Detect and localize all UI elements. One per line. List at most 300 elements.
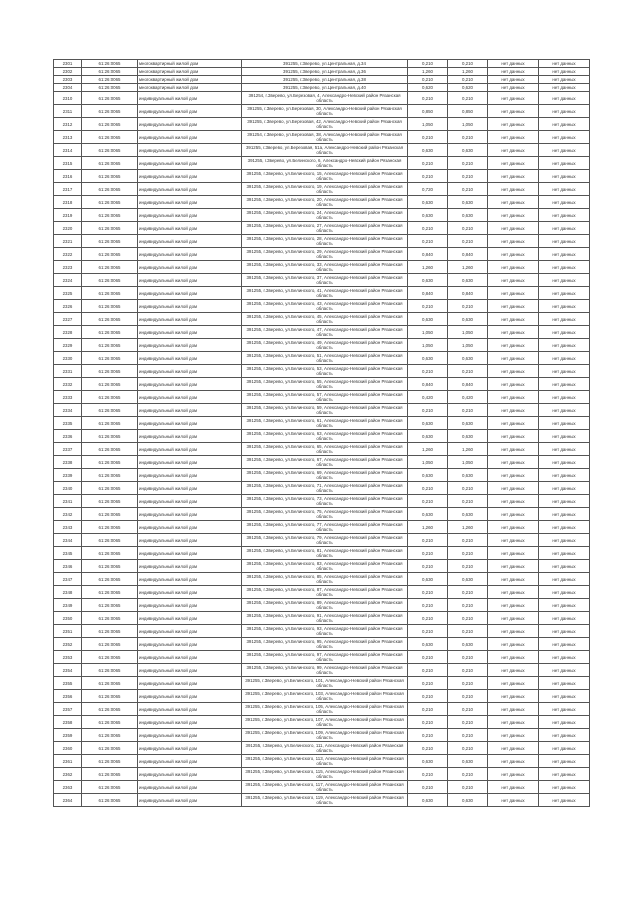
cell-number: 2352 <box>54 638 82 651</box>
table-row <box>54 209 590 222</box>
cell-cadastral: 61:26:0065 <box>82 76 138 84</box>
cell-status-1: нет данных <box>488 417 539 430</box>
cell-value-2: 0,210 <box>448 222 488 235</box>
cell-address: 391255, г.Зверево, ул.Белинского, 99, Александро-Невский район Рязанская область <box>242 664 408 677</box>
cell-status-1: нет данных <box>488 560 539 573</box>
cell-value-2: 0,210 <box>448 92 488 105</box>
table-row <box>54 599 590 612</box>
cell-address: 391255, г.Зверево, ул.Белинского, 28, Александро-Невский район Рязанская область <box>242 235 408 248</box>
cell-cadastral: 61:26:0065 <box>82 443 138 456</box>
cell-value-1: 0,630 <box>408 573 448 586</box>
cell-value-2: 0,630 <box>448 573 488 586</box>
cell-address: 391255, г.Зверево, ул.Белинского, 45, Александро-Невский район Рязанская область <box>242 313 408 326</box>
table-row <box>54 84 590 92</box>
cell-cadastral: 61:26:0065 <box>82 378 138 391</box>
cell-cadastral: 61:26:0065 <box>82 716 138 729</box>
cell-cadastral: 61:26:0065 <box>82 274 138 287</box>
cell-address: 391255, г.Зверево, ул.Белинского, 33, Александро-Невский район Рязанская область <box>242 261 408 274</box>
cell-status-2: нет данных <box>539 105 590 118</box>
cell-value-1: 0,630 <box>408 144 448 157</box>
cell-object-type: индивидуальный жилой дом <box>138 365 242 378</box>
cell-value-1: 0,210 <box>408 703 448 716</box>
cell-status-2: нет данных <box>539 703 590 716</box>
cell-cadastral: 61:26:0065 <box>82 105 138 118</box>
cell-number: 2322 <box>54 248 82 261</box>
table-row <box>54 625 590 638</box>
cell-status-2: нет данных <box>539 794 590 807</box>
cell-address: 391255, г.Зверево, ул.Центральная, д.36 <box>242 68 408 76</box>
cell-number: 2311 <box>54 105 82 118</box>
cell-value-1: 1,260 <box>408 261 448 274</box>
cell-value-2: 0,210 <box>448 612 488 625</box>
cell-status-2: нет данных <box>539 781 590 794</box>
cell-value-1: 0,210 <box>408 157 448 170</box>
cell-object-type: индивидуальный жилой дом <box>138 118 242 131</box>
cell-value-2: 0,210 <box>448 703 488 716</box>
cell-object-type: индивидуальный жилой дом <box>138 339 242 352</box>
cell-value-1: 0,630 <box>408 794 448 807</box>
cell-value-2: 0,630 <box>448 144 488 157</box>
cell-cadastral: 61:26:0065 <box>82 196 138 209</box>
cell-status-1: нет данных <box>488 495 539 508</box>
table-row <box>54 261 590 274</box>
cell-number: 2310 <box>54 92 82 105</box>
cell-value-1: 1,050 <box>408 326 448 339</box>
table-row <box>54 300 590 313</box>
cell-object-type: индивидуальный жилой дом <box>138 625 242 638</box>
cell-status-2: нет данных <box>539 716 590 729</box>
cell-number: 2316 <box>54 170 82 183</box>
cell-value-1: 0,840 <box>408 248 448 261</box>
cell-value-1: 0,630 <box>408 274 448 287</box>
cell-object-type: индивидуальный жилой дом <box>138 495 242 508</box>
cell-status-2: нет данных <box>539 170 590 183</box>
table-row <box>54 287 590 300</box>
cell-cadastral: 61:26:0065 <box>82 547 138 560</box>
table-row <box>54 196 590 209</box>
cell-status-1: нет данных <box>488 157 539 170</box>
table-row <box>54 430 590 443</box>
data-table <box>53 59 590 807</box>
cell-status-2: нет данных <box>539 430 590 443</box>
cell-number: 2303 <box>54 76 82 84</box>
cell-address: 391254, г.Зверево, ул.Березовая, 38, Александро-Невский район Рязанская область <box>242 131 408 144</box>
cell-value-1: 1,050 <box>408 339 448 352</box>
cell-value-1: 0,630 <box>408 352 448 365</box>
cell-cadastral: 61:26:0065 <box>82 768 138 781</box>
cell-object-type: индивидуальный жилой дом <box>138 261 242 274</box>
cell-number: 2362 <box>54 768 82 781</box>
cell-cadastral: 61:26:0065 <box>82 417 138 430</box>
cell-status-1: нет данных <box>488 534 539 547</box>
cell-number: 2344 <box>54 534 82 547</box>
table-row <box>54 781 590 794</box>
cell-status-2: нет данных <box>539 326 590 339</box>
cell-value-2: 0,210 <box>448 677 488 690</box>
cell-address: 391255, г.Зверево, ул.Березовая, 51а, Александро-Невский район Рязанская область <box>242 144 408 157</box>
cell-object-type: индивидуальный жилой дом <box>138 677 242 690</box>
cell-value-2: 0,210 <box>448 404 488 417</box>
cell-object-type: индивидуальный жилой дом <box>138 105 242 118</box>
cell-status-2: нет данных <box>539 534 590 547</box>
cell-value-2: 0,210 <box>448 599 488 612</box>
cell-value-1: 1,260 <box>408 443 448 456</box>
cell-value-1: 0,210 <box>408 625 448 638</box>
cell-number: 2334 <box>54 404 82 417</box>
cell-address: 391255, г.Зверево, ул.Белинского, 65, Александро-Невский район Рязанская область <box>242 443 408 456</box>
cell-value-1: 0,210 <box>408 651 448 664</box>
cell-value-2: 0,210 <box>448 170 488 183</box>
cell-address: 391255, г.Зверево, ул.Белинского, 75, Александро-Невский район Рязанская область <box>242 508 408 521</box>
cell-cadastral: 61:26:0065 <box>82 430 138 443</box>
cell-number: 2337 <box>54 443 82 456</box>
cell-address: 391255, г.Зверево, ул.Белинского, 83, Александро-Невский район Рязанская область <box>242 560 408 573</box>
cell-value-1: 0,420 <box>408 391 448 404</box>
cell-address: 391255, г.Зверево, ул.Белинского, 105, Александро-Невский район Рязанская область <box>242 703 408 716</box>
cell-object-type: индивидуальный жилой дом <box>138 612 242 625</box>
table-row <box>54 248 590 261</box>
cell-address: 391255, г.Зверево, ул.Белинского, 85, Александро-Невский район Рязанская область <box>242 573 408 586</box>
cell-status-1: нет данных <box>488 339 539 352</box>
cell-number: 2333 <box>54 391 82 404</box>
cell-value-2: 0,210 <box>448 716 488 729</box>
cell-address: 391255, г.Зверево, ул.Белинского, 87, Александро-Невский район Рязанская область <box>242 586 408 599</box>
table-row <box>54 521 590 534</box>
cell-value-2: 0,630 <box>448 313 488 326</box>
cell-status-1: нет данных <box>488 690 539 703</box>
cell-status-1: нет данных <box>488 300 539 313</box>
cell-number: 2319 <box>54 209 82 222</box>
cell-object-type: индивидуальный жилой дом <box>138 404 242 417</box>
cell-status-2: нет данных <box>539 60 590 68</box>
cell-cadastral: 61:26:0065 <box>82 599 138 612</box>
cell-number: 2304 <box>54 84 82 92</box>
cell-value-1: 0,210 <box>408 612 448 625</box>
table-row <box>54 755 590 768</box>
cell-value-1: 0,210 <box>408 560 448 573</box>
table-row <box>54 742 590 755</box>
cell-value-1: 0,210 <box>408 729 448 742</box>
cell-address: 391255, г.Зверево, ул.Белинского, 117, Александро-Невский район Рязанская область <box>242 781 408 794</box>
cell-number: 2331 <box>54 365 82 378</box>
cell-address: 391255, г.Зверево, ул.Белинского, 109, Александро-Невский район Рязанская область <box>242 729 408 742</box>
cell-cadastral: 61:26:0065 <box>82 248 138 261</box>
cell-status-2: нет данных <box>539 417 590 430</box>
cell-value-1: 0,210 <box>408 235 448 248</box>
cell-object-type: индивидуальный жилой дом <box>138 534 242 547</box>
cell-object-type: индивидуальный жилой дом <box>138 703 242 716</box>
cell-value-2: 0,210 <box>448 76 488 84</box>
cell-value-2: 1,260 <box>448 261 488 274</box>
cell-value-2: 0,630 <box>448 794 488 807</box>
cell-address: 391255, г.Зверево, ул.Центральная, д.34 <box>242 60 408 68</box>
cell-address: 391255, г.Зверево, ул.Белинского, 63, Александро-Невский район Рязанская область <box>242 430 408 443</box>
cell-value-2: 0,210 <box>448 651 488 664</box>
cell-status-1: нет данных <box>488 599 539 612</box>
cell-cadastral: 61:26:0065 <box>82 456 138 469</box>
cell-cadastral: 61:26:0065 <box>82 352 138 365</box>
cell-value-1: 0,630 <box>408 755 448 768</box>
cell-value-2: 0,210 <box>448 560 488 573</box>
cell-value-2: 0,630 <box>448 430 488 443</box>
cell-value-1: 0,210 <box>408 482 448 495</box>
cell-value-2: 0,210 <box>448 547 488 560</box>
cell-number: 2355 <box>54 677 82 690</box>
table-row <box>54 68 590 76</box>
cell-number: 2327 <box>54 313 82 326</box>
cell-object-type: индивидуальный жилой дом <box>138 664 242 677</box>
cell-status-2: нет данных <box>539 76 590 84</box>
cell-status-2: нет данных <box>539 482 590 495</box>
cell-value-2: 0,620 <box>448 84 488 92</box>
cell-status-2: нет данных <box>539 677 590 690</box>
cell-address: 391255, г.Зверево, ул.Белинского, 77, Александро-Невский район Рязанская область <box>242 521 408 534</box>
cell-value-1: 0,840 <box>408 287 448 300</box>
cell-object-type: индивидуальный жилой дом <box>138 274 242 287</box>
table-row <box>54 60 590 68</box>
cell-object-type: индивидуальный жилой дом <box>138 690 242 703</box>
cell-address: 391255, г.Зверево, ул.Белинского, 89, Александро-Невский район Рязанская область <box>242 599 408 612</box>
cell-cadastral: 61:26:0065 <box>82 144 138 157</box>
cell-number: 2356 <box>54 690 82 703</box>
cell-object-type: индивидуальный жилой дом <box>138 508 242 521</box>
cell-value-2: 1,260 <box>448 68 488 76</box>
table-row <box>54 222 590 235</box>
cell-value-1: 0,210 <box>408 599 448 612</box>
cell-status-1: нет данных <box>488 586 539 599</box>
cell-number: 2338 <box>54 456 82 469</box>
cell-status-1: нет данных <box>488 755 539 768</box>
cell-status-2: нет данных <box>539 313 590 326</box>
cell-address: 391255, г.Зверево, ул.Белинского, 95, Александро-Невский район Рязанская область <box>242 638 408 651</box>
cell-cadastral: 61:26:0065 <box>82 742 138 755</box>
cell-object-type: индивидуальный жилой дом <box>138 768 242 781</box>
cell-number: 2350 <box>54 612 82 625</box>
cell-value-2: 0,630 <box>448 196 488 209</box>
cell-status-2: нет данных <box>539 586 590 599</box>
table-row <box>54 76 590 84</box>
cell-object-type: индивидуальный жилой дом <box>138 287 242 300</box>
cell-address: 391254, г.Зверево, ул.Березовая, 4, Александро-Невский район Рязанская область <box>242 92 408 105</box>
cell-address: 391255, г.Зверево, ул.Белинского, 73, Александро-Невский район Рязанская область <box>242 495 408 508</box>
table-row <box>54 352 590 365</box>
cell-number: 2302 <box>54 68 82 76</box>
cell-address: 391255, г.Зверево, ул.Белинского, 111, Александро-Невский район Рязанская область <box>242 742 408 755</box>
table-row <box>54 313 590 326</box>
cell-object-type: многоквартирный жилой дом <box>138 68 242 76</box>
cell-value-2: 0,210 <box>448 768 488 781</box>
cell-cadastral: 61:26:0065 <box>82 638 138 651</box>
table-row <box>54 183 590 196</box>
cell-cadastral: 61:26:0065 <box>82 92 138 105</box>
cell-cadastral: 61:26:0065 <box>82 781 138 794</box>
cell-address: 391255, г.Зверево, ул.Белинского, 101, Александро-Невский район Рязанская область <box>242 677 408 690</box>
cell-value-1: 0,630 <box>408 313 448 326</box>
cell-status-1: нет данных <box>488 443 539 456</box>
cell-object-type: индивидуальный жилой дом <box>138 599 242 612</box>
cell-value-2: 0,850 <box>448 105 488 118</box>
cell-value-1: 0,210 <box>408 222 448 235</box>
cell-status-2: нет данных <box>539 508 590 521</box>
cell-number: 2325 <box>54 287 82 300</box>
cell-address: 391255, г.Зверево, ул.Белинского, 51, Александро-Невский район Рязанская область <box>242 352 408 365</box>
cell-status-1: нет данных <box>488 482 539 495</box>
cell-value-1: 0,210 <box>408 131 448 144</box>
table-row <box>54 729 590 742</box>
cell-status-2: нет данных <box>539 196 590 209</box>
table-row <box>54 456 590 469</box>
cell-address: 391255, г.Зверево, ул.Белинского, 27, Александро-Невский район Рязанская область <box>242 222 408 235</box>
cell-status-1: нет данных <box>488 196 539 209</box>
table-row <box>54 144 590 157</box>
cell-number: 2359 <box>54 729 82 742</box>
cell-value-2: 1,050 <box>448 456 488 469</box>
cell-number: 2301 <box>54 60 82 68</box>
table-row <box>54 768 590 781</box>
cell-cadastral: 61:26:0065 <box>82 794 138 807</box>
cell-object-type: индивидуальный жилой дом <box>138 183 242 196</box>
table-row <box>54 560 590 573</box>
table-row <box>54 586 590 599</box>
cell-number: 2361 <box>54 755 82 768</box>
cell-value-2: 0,630 <box>448 469 488 482</box>
cell-object-type: индивидуальный жилой дом <box>138 326 242 339</box>
cell-number: 2351 <box>54 625 82 638</box>
cell-address: 391255, г.Зверево, ул.Центральная, д.38 <box>242 76 408 84</box>
cell-address: 391255, г.Зверево, ул.Белинского, 115, Александро-Невский район Рязанская область <box>242 768 408 781</box>
cell-cadastral: 61:26:0065 <box>82 495 138 508</box>
table-row <box>54 482 590 495</box>
cell-status-2: нет данных <box>539 768 590 781</box>
cell-status-1: нет данных <box>488 313 539 326</box>
cell-address: 391255, г.Зверево, ул.Белинского, 37, Александро-Невский район Рязанская область <box>242 274 408 287</box>
cell-cadastral: 61:26:0065 <box>82 482 138 495</box>
cell-value-1: 0,210 <box>408 495 448 508</box>
cell-object-type: индивидуальный жилой дом <box>138 391 242 404</box>
cell-cadastral: 61:26:0065 <box>82 469 138 482</box>
cell-value-1: 1,260 <box>408 521 448 534</box>
cell-status-1: нет данных <box>488 651 539 664</box>
cell-status-2: нет данных <box>539 638 590 651</box>
cell-cadastral: 61:26:0065 <box>82 60 138 68</box>
cell-status-1: нет данных <box>488 508 539 521</box>
cell-status-1: нет данных <box>488 430 539 443</box>
cell-value-1: 1,050 <box>408 118 448 131</box>
cell-status-1: нет данных <box>488 677 539 690</box>
cell-number: 2354 <box>54 664 82 677</box>
cell-status-1: нет данных <box>488 235 539 248</box>
cell-status-1: нет данных <box>488 76 539 84</box>
cell-value-2: 1,050 <box>448 326 488 339</box>
cell-status-1: нет данных <box>488 794 539 807</box>
cell-address: 391255, г.Зверево, ул.Белинского, 97, Александро-Невский район Рязанская область <box>242 651 408 664</box>
cell-cadastral: 61:26:0065 <box>82 755 138 768</box>
cell-value-1: 0,840 <box>408 378 448 391</box>
cell-address: 391255, г.Зверево, ул.Белинского, 19, Александро-Невский район Рязанская область <box>242 183 408 196</box>
table-row <box>54 495 590 508</box>
cell-object-type: индивидуальный жилой дом <box>138 547 242 560</box>
cell-address: 391255, г.Зверево, ул.Белинского, 15, Александро-Невский район Рязанская область <box>242 170 408 183</box>
cell-status-1: нет данных <box>488 183 539 196</box>
cell-status-1: нет данных <box>488 391 539 404</box>
cell-number: 2357 <box>54 703 82 716</box>
table-row <box>54 677 590 690</box>
cell-object-type: индивидуальный жилой дом <box>138 573 242 586</box>
table-row <box>54 404 590 417</box>
cell-address: 391255, г.Зверево, ул.Белинского, 107, Александро-Невский район Рязанская область <box>242 716 408 729</box>
cell-value-1: 0,630 <box>408 209 448 222</box>
cell-status-2: нет данных <box>539 456 590 469</box>
table-row <box>54 131 590 144</box>
cell-status-2: нет данных <box>539 391 590 404</box>
cell-object-type: индивидуальный жилой дом <box>138 729 242 742</box>
cell-status-2: нет данных <box>539 521 590 534</box>
cell-object-type: индивидуальный жилой дом <box>138 638 242 651</box>
cell-status-2: нет данных <box>539 599 590 612</box>
table-row <box>54 417 590 430</box>
cell-status-2: нет данных <box>539 378 590 391</box>
table-row <box>54 326 590 339</box>
cell-cadastral: 61:26:0065 <box>82 261 138 274</box>
cell-status-1: нет данных <box>488 170 539 183</box>
cell-cadastral: 61:26:0065 <box>82 560 138 573</box>
cell-address: 391255, г.Зверево, ул.Белинского, 24, Александро-Невский район Рязанская область <box>242 209 408 222</box>
cell-cadastral: 61:26:0065 <box>82 84 138 92</box>
cell-address: 391255, г.Зверево, ул.Белинского, 55, Александро-Невский район Рязанская область <box>242 378 408 391</box>
cell-status-1: нет данных <box>488 521 539 534</box>
cell-object-type: индивидуальный жилой дом <box>138 131 242 144</box>
cell-cadastral: 61:26:0065 <box>82 313 138 326</box>
cell-cadastral: 61:26:0065 <box>82 625 138 638</box>
cell-value-1: 0,210 <box>408 586 448 599</box>
cell-cadastral: 61:26:0065 <box>82 391 138 404</box>
cell-number: 2328 <box>54 326 82 339</box>
cell-value-1: 0,210 <box>408 92 448 105</box>
table-row <box>54 794 590 807</box>
cell-object-type: индивидуальный жилой дом <box>138 196 242 209</box>
cell-object-type: индивидуальный жилой дом <box>138 755 242 768</box>
cell-status-2: нет данных <box>539 560 590 573</box>
cell-address: 391255, г.Зверево, ул.Белинского, 93, Александро-Невский район Рязанская область <box>242 625 408 638</box>
table-row <box>54 703 590 716</box>
cell-address: 391255, г.Зверево, ул.Белинского, 81, Александро-Невский район Рязанская область <box>242 547 408 560</box>
cell-status-2: нет данных <box>539 68 590 76</box>
cell-value-1: 0,210 <box>408 781 448 794</box>
cell-value-1: 0,210 <box>408 76 448 84</box>
cell-object-type: индивидуальный жилой дом <box>138 716 242 729</box>
cell-value-1: 0,210 <box>408 60 448 68</box>
cell-number: 2348 <box>54 586 82 599</box>
cell-value-2: 0,210 <box>448 742 488 755</box>
cell-status-2: нет данных <box>539 443 590 456</box>
cell-address: 391255, г.Зверево, ул.Белинского, 67, Александро-Невский район Рязанская область <box>242 456 408 469</box>
cell-cadastral: 61:26:0065 <box>82 651 138 664</box>
cell-status-2: нет данных <box>539 209 590 222</box>
document-sheet <box>53 59 589 807</box>
cell-status-2: нет данных <box>539 261 590 274</box>
cell-value-1: 0,210 <box>408 534 448 547</box>
cell-cadastral: 61:26:0065 <box>82 183 138 196</box>
cell-value-2: 0,210 <box>448 235 488 248</box>
cell-object-type: индивидуальный жилой дом <box>138 521 242 534</box>
cell-value-2: 0,210 <box>448 365 488 378</box>
cell-number: 2329 <box>54 339 82 352</box>
cell-status-2: нет данных <box>539 729 590 742</box>
cell-status-2: нет данных <box>539 755 590 768</box>
cell-status-1: нет данных <box>488 547 539 560</box>
table-row <box>54 664 590 677</box>
cell-address: 391255, г.Зверево, ул.Белинского, 29, Александро-Невский район Рязанская область <box>242 248 408 261</box>
